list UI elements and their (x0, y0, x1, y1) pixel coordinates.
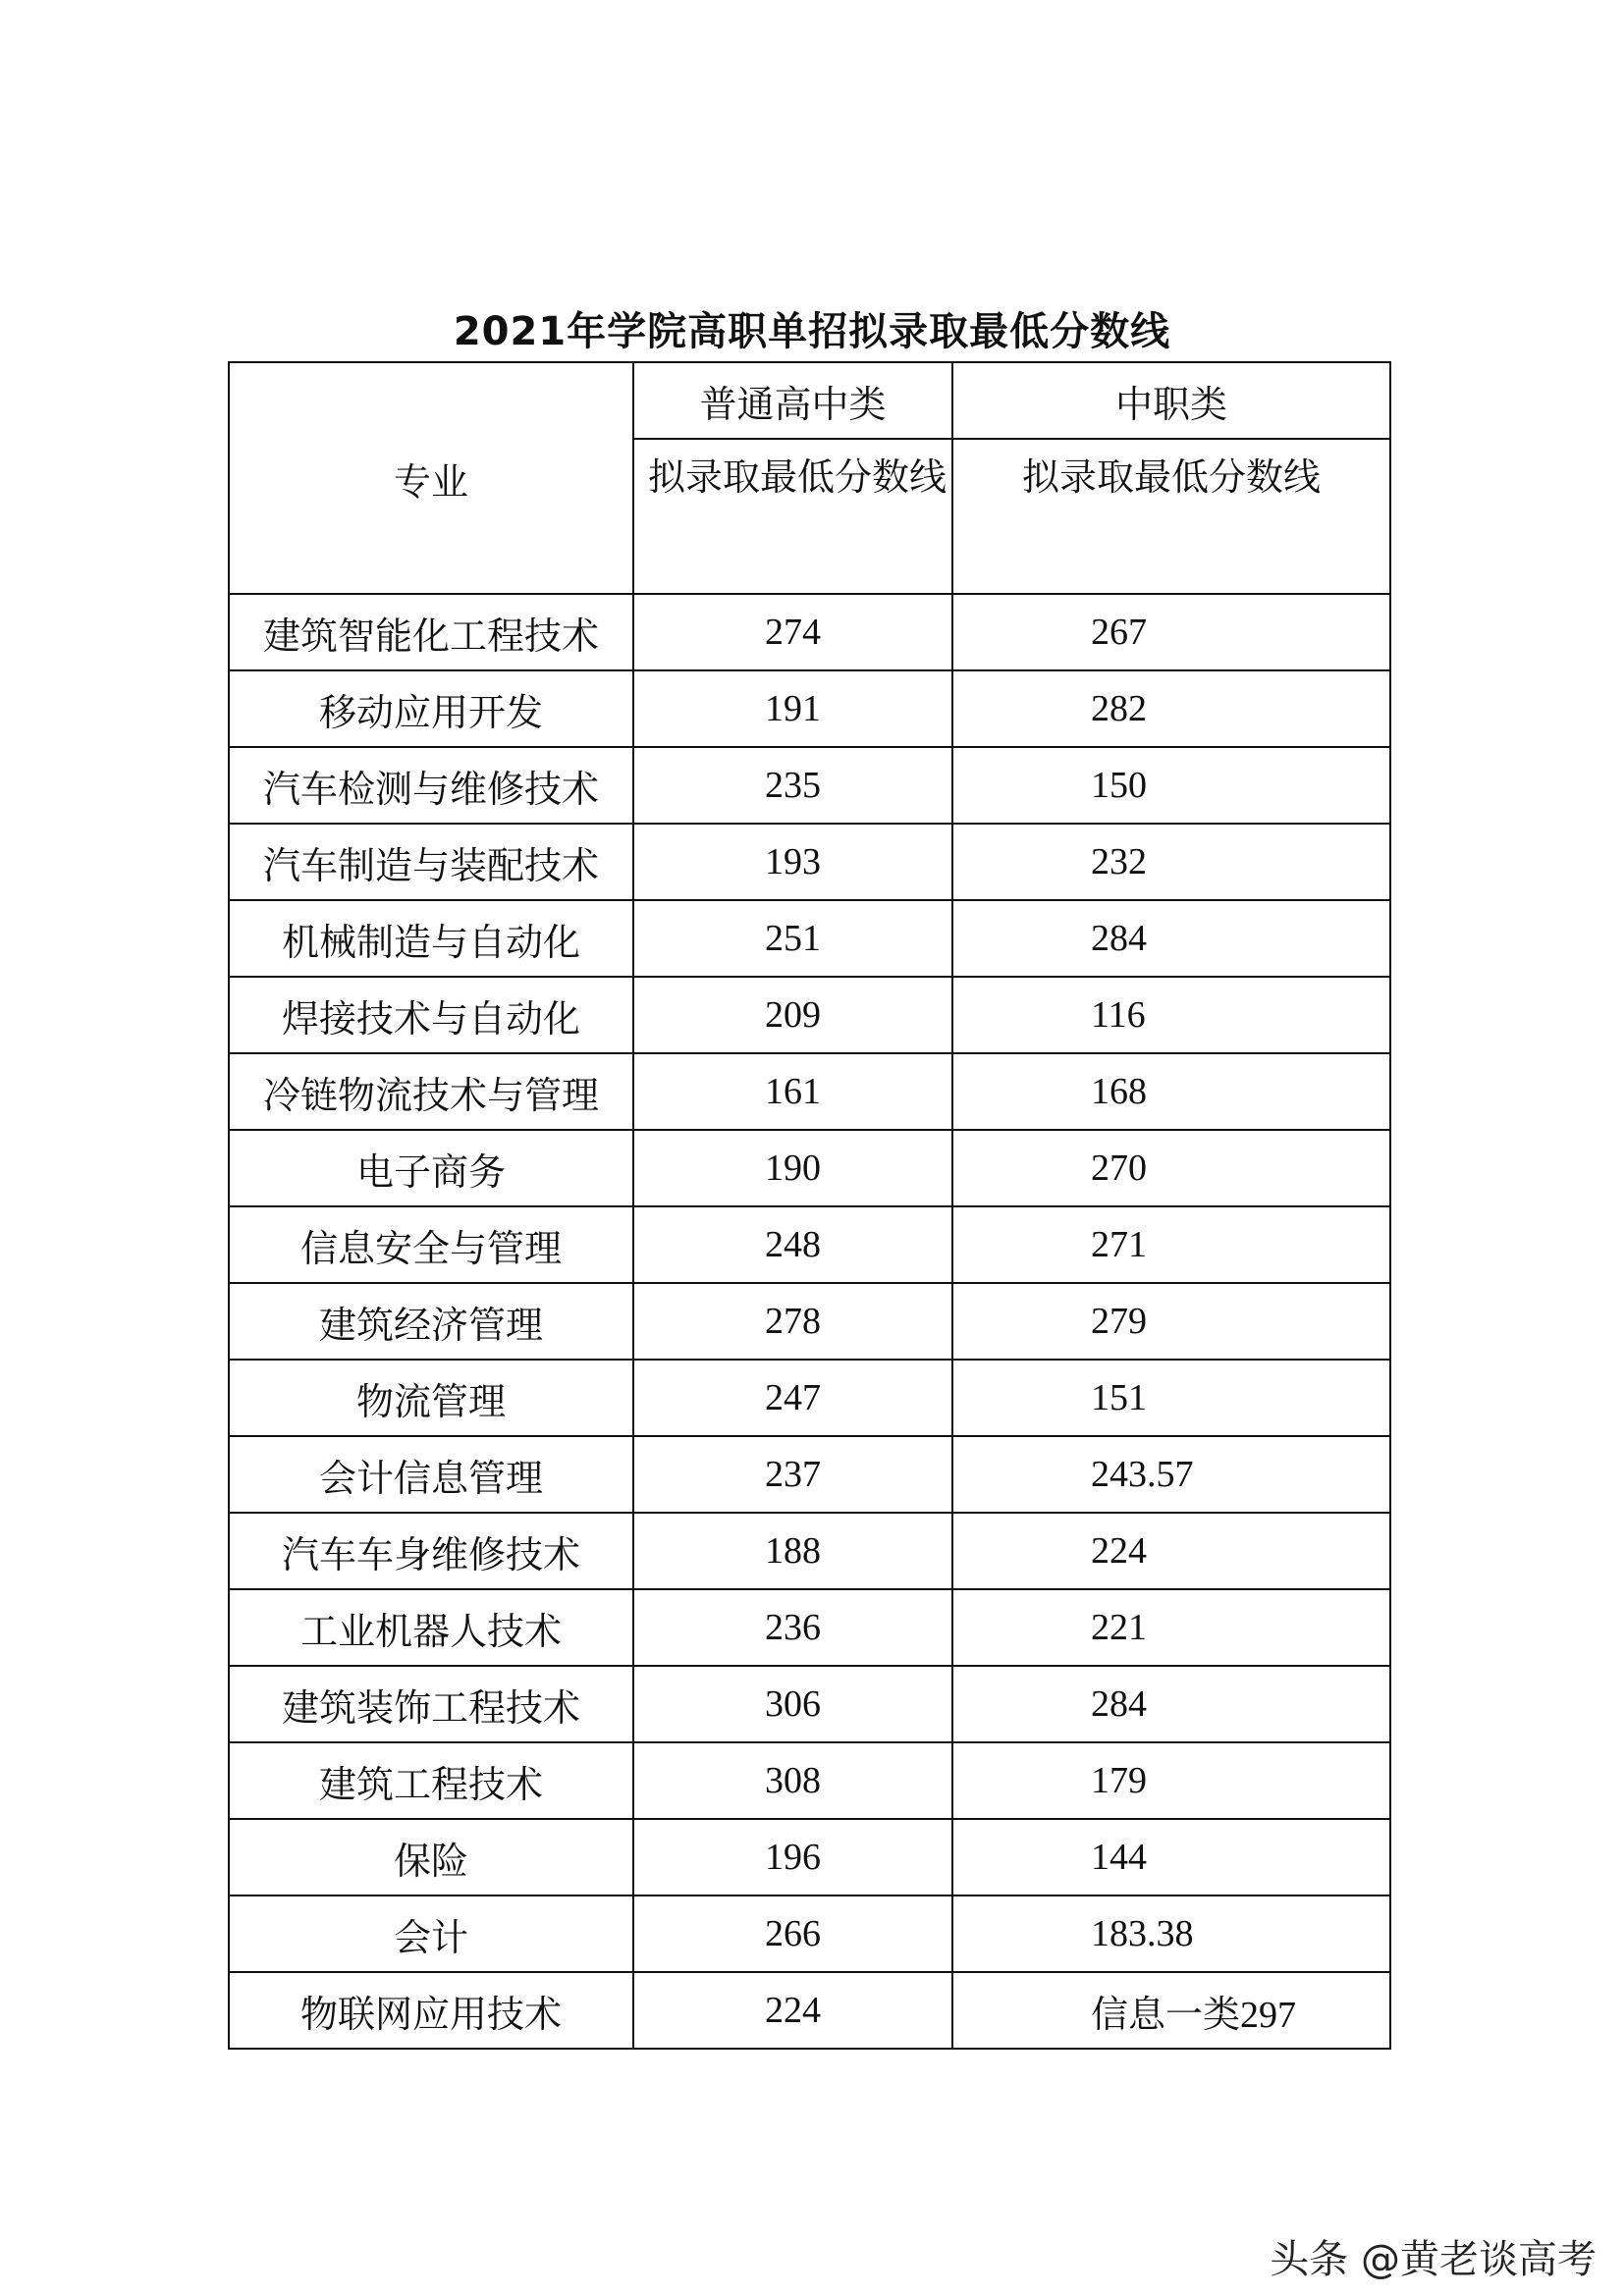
major-cell: 汽车检测与维修技术 (229, 747, 633, 824)
vocational-score-cell: 243.57 (952, 1436, 1390, 1513)
table-row (229, 1130, 1390, 1206)
major-cell: 工业机器人技术 (229, 1589, 633, 1666)
general-score-cell: 236 (633, 1589, 952, 1666)
vocational-score-cell: 224 (952, 1513, 1390, 1589)
vocational-score-cell: 267 (952, 594, 1390, 670)
general-score-cell: 274 (633, 594, 952, 670)
general-score-cell: 308 (633, 1742, 952, 1819)
major-cell: 焊接技术与自动化 (229, 977, 633, 1053)
header-row-1 (229, 362, 1390, 439)
vocational-score-cell: 221 (952, 1589, 1390, 1666)
general-score-cell: 247 (633, 1360, 952, 1436)
general-score-cell: 306 (633, 1666, 952, 1742)
general-score-cell: 161 (633, 1053, 952, 1130)
vocational-score-cell: 144 (952, 1819, 1390, 1896)
table-row (229, 900, 1390, 977)
general-score-cell: 224 (633, 1972, 952, 2049)
header-vocational-group: 中职类 (952, 362, 1390, 439)
table-row (229, 1972, 1390, 2049)
table-row (229, 977, 1390, 1053)
general-score-cell: 266 (633, 1896, 952, 1972)
table-row (229, 670, 1390, 747)
vocational-score-cell: 232 (952, 824, 1390, 900)
header-general-min-score: 拟录取最低分数线 (633, 439, 952, 594)
general-score-cell: 191 (633, 670, 952, 747)
table-row (229, 824, 1390, 900)
table-row (229, 1589, 1390, 1666)
vocational-score-cell: 179 (952, 1742, 1390, 1819)
major-cell: 汽车车身维修技术 (229, 1513, 633, 1589)
vocational-score-cell: 270 (952, 1130, 1390, 1206)
general-score-cell: 237 (633, 1436, 952, 1513)
general-score-cell: 248 (633, 1206, 952, 1283)
major-cell: 冷链物流技术与管理 (229, 1053, 633, 1130)
vocational-score-cell: 168 (952, 1053, 1390, 1130)
table-row (229, 594, 1390, 670)
header-vocational-min-score: 拟录取最低分数线 (952, 439, 1390, 594)
general-score-cell: 251 (633, 900, 952, 977)
major-cell: 会计信息管理 (229, 1436, 633, 1513)
header-general-group: 普通高中类 (633, 362, 952, 439)
table-row (229, 747, 1390, 824)
table-row (229, 1053, 1390, 1130)
table-row (229, 1360, 1390, 1436)
major-cell: 会计 (229, 1896, 633, 1972)
major-cell: 建筑经济管理 (229, 1283, 633, 1360)
vocational-score-cell: 279 (952, 1283, 1390, 1360)
general-score-cell: 235 (633, 747, 952, 824)
table-row (229, 1513, 1390, 1589)
general-score-cell: 196 (633, 1819, 952, 1896)
vocational-score-cell: 150 (952, 747, 1390, 824)
vocational-score-cell: 284 (952, 1666, 1390, 1742)
vocational-score-cell: 183.38 (952, 1896, 1390, 1972)
table-row (229, 1206, 1390, 1283)
major-cell: 建筑智能化工程技术 (229, 594, 633, 670)
major-cell: 机械制造与自动化 (229, 900, 633, 977)
major-cell: 保险 (229, 1819, 633, 1896)
vocational-score-cell: 151 (952, 1360, 1390, 1436)
table-row (229, 1283, 1390, 1360)
score-table (228, 361, 1391, 2050)
table-row (229, 1436, 1390, 1513)
major-cell: 汽车制造与装配技术 (229, 824, 633, 900)
major-cell: 移动应用开发 (229, 670, 633, 747)
table-row (229, 1819, 1390, 1896)
general-score-cell: 278 (633, 1283, 952, 1360)
table-row (229, 1666, 1390, 1742)
vocational-score-cell: 282 (952, 670, 1390, 747)
major-cell: 物联网应用技术 (229, 1972, 633, 2049)
major-cell: 建筑工程技术 (229, 1742, 633, 1819)
watermark: 头条 @黄老谈高考 (1270, 2237, 1597, 2282)
major-cell: 物流管理 (229, 1360, 633, 1436)
major-cell: 电子商务 (229, 1130, 633, 1206)
general-score-cell: 190 (633, 1130, 952, 1206)
general-score-cell: 209 (633, 977, 952, 1053)
major-cell: 建筑装饰工程技术 (229, 1666, 633, 1742)
table-row (229, 1742, 1390, 1819)
vocational-score-cell: 271 (952, 1206, 1390, 1283)
general-score-cell: 193 (633, 824, 952, 900)
vocational-score-cell: 284 (952, 900, 1390, 977)
general-score-cell: 188 (633, 1513, 952, 1589)
table-row (229, 1896, 1390, 1972)
major-cell: 信息安全与管理 (229, 1206, 633, 1283)
header-major: 专业 (229, 362, 633, 594)
vocational-score-cell: 信息一类297 (952, 1972, 1390, 2049)
vocational-score-cell: 116 (952, 977, 1390, 1053)
page-title: 2021年学院高职单招拟录取最低分数线 (453, 309, 1171, 354)
